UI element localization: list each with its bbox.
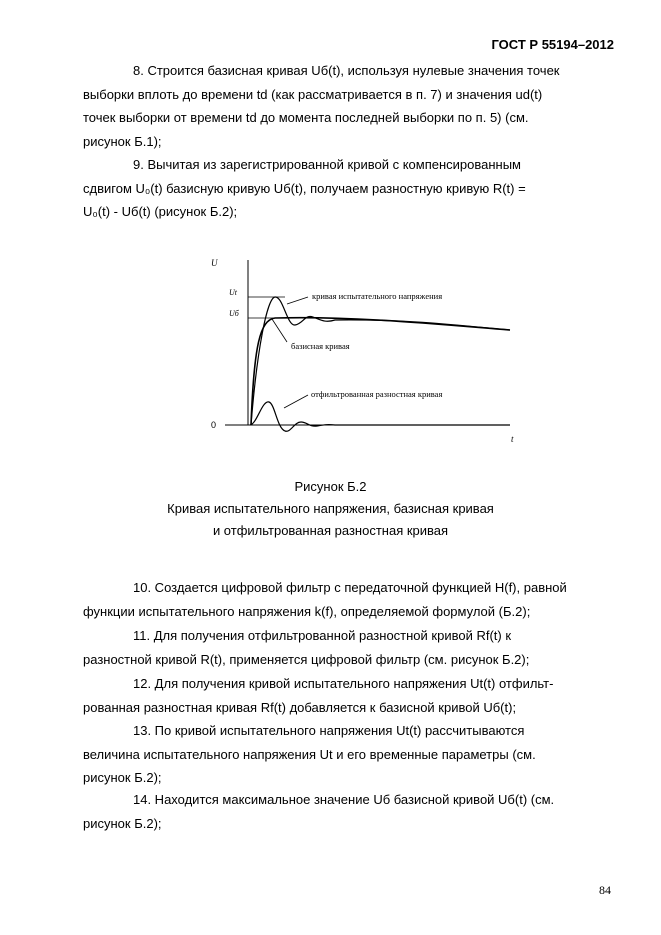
leader-filtered-curve — [284, 395, 308, 408]
text-line: U₀(t) - Uб(t) (рисунок Б.2); — [83, 204, 238, 219]
figure-number: Рисунок Б.2 — [294, 479, 367, 494]
figure-caption-line-1: Кривая испытательного напряжения, базисная кривая — [167, 501, 494, 516]
page-number: 84 — [599, 883, 611, 897]
figure-caption-line-2: и отфильтрованная разностная кривая — [212, 523, 449, 538]
leader-test-curve — [287, 297, 308, 304]
text-line: 14. Находится максимальное значение Uб базисной кривой Uб(t) (см. — [133, 792, 555, 807]
text-line: рисунок Б.2); — [83, 815, 162, 831]
y-axis-label: U — [211, 258, 218, 268]
paragraph-10 — [83, 576, 613, 623]
test-voltage-curve — [251, 297, 510, 425]
paragraph-13 — [83, 719, 613, 790]
text-line: точек выборки от времени td до момента последней выборки по п. 5) (см. — [83, 110, 529, 125]
text-line: 8. Строится базисная кривая Uб(t), используя нулевые значения точек — [133, 63, 560, 78]
text-line: рисунок Б.2); — [83, 770, 162, 785]
leader-base-curve — [272, 319, 287, 342]
text-line: 12. Для получения кривой испытательного напряжения Ut(t) отфильт- — [133, 676, 554, 691]
text-line: величина испытательного напряжения Ut и его временные параметры (см. — [83, 746, 536, 762]
paragraph-14 — [83, 788, 613, 835]
x-axis-label: t — [511, 434, 514, 444]
filtered-curve-label: отфильтрованная разностная кривая — [311, 389, 443, 399]
paragraph-8 — [83, 59, 613, 153]
base-curve-label: базисная кривая — [291, 341, 350, 351]
text-line: рованная разностная кривая Rf(t) добавляется к базисной кривой Uб(t); — [83, 699, 517, 715]
level-ut-label: Ut — [229, 288, 237, 297]
text-line: выборки вплоть до времени td (как рассматривается в п. 7) и значения ud(t) — [83, 86, 543, 102]
text-line: 11. Для получения отфильтрованной разностной кривой Rf(t) к — [133, 628, 512, 643]
paragraph-11 — [83, 624, 613, 671]
text-line: функции испытательного напряжения k(f), определяемой формулой (Б.2); — [83, 603, 531, 619]
test-curve-label: кривая испытательного напряжения — [312, 291, 443, 301]
paragraph-9 — [83, 153, 613, 224]
text-line: рисунок Б.1); — [83, 133, 162, 149]
level-ub-label: Uб — [229, 309, 239, 318]
document-header: ГОСТ Р 55194–2012 — [491, 37, 614, 52]
zero-label: 0 — [211, 420, 217, 430]
text-line: разностной кривой R(t), применяется цифровой фильтр (см. рисунок Б.2); — [83, 651, 530, 667]
text-line: 13. По кривой испытательного напряжения Ut(t) рассчитываются — [133, 723, 525, 738]
paragraph-12 — [83, 672, 613, 719]
figure-b2-plot — [205, 250, 525, 450]
text-line: сдвигом U₀(t) базисную кривую Uб(t), получаем разностную кривую R(t) = — [83, 180, 526, 196]
text-line: 9. Вычитая из зарегистрированной кривой с компенсированным — [133, 157, 521, 172]
text-line: 10. Создается цифровой фильтр с передаточной функцией H(f), равной — [133, 580, 567, 595]
base-curve — [251, 318, 510, 425]
filtered-difference-curve — [250, 402, 510, 431]
